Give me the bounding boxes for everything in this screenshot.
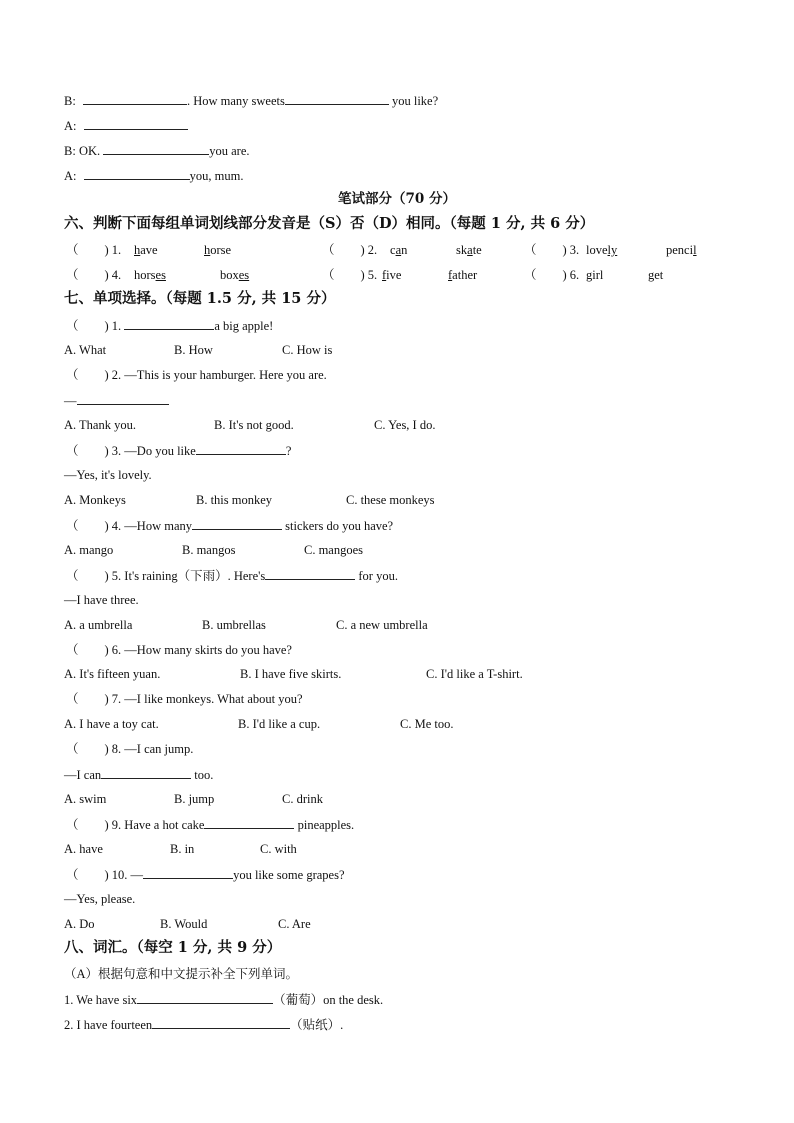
q7-options: [64, 716, 744, 732]
question-1: （ ) 1. a big apple!: [66, 319, 274, 333]
q3-reply: —Yes, it's lovely.: [64, 468, 152, 482]
word-have: have: [134, 243, 158, 257]
q6-options: [64, 666, 744, 682]
answer-blank[interactable]: [143, 866, 233, 879]
option-b[interactable]: B. I'd like a cup.: [238, 717, 321, 731]
answer-paren[interactable]: （ ) 1.: [66, 243, 122, 257]
answer-blank[interactable]: [137, 991, 273, 1004]
option-a[interactable]: A. have: [64, 842, 103, 856]
option-b[interactable]: B. jump: [174, 792, 215, 806]
q10-reply: —Yes, please.: [64, 892, 136, 906]
option-c[interactable]: C. Me too.: [400, 717, 454, 731]
answer-blank[interactable]: [124, 317, 214, 330]
answer-blank[interactable]: [84, 167, 190, 180]
option-a[interactable]: A. It's fifteen yuan.: [64, 667, 161, 681]
option-b[interactable]: B. I have five skirts.: [240, 667, 342, 681]
option-b[interactable]: B. Would: [160, 917, 208, 931]
word-horses: horses: [134, 268, 166, 282]
answer-blank[interactable]: [192, 517, 282, 530]
answer-paren[interactable]: （: [66, 569, 79, 583]
answer-blank[interactable]: [84, 117, 188, 130]
question-9: （ ) 9. Have a hot cake pineapples.: [66, 818, 355, 832]
option-b[interactable]: B. It's not good.: [214, 418, 294, 432]
answer-paren[interactable]: （: [66, 368, 79, 382]
answer-blank[interactable]: [103, 142, 209, 155]
answer-blank[interactable]: [265, 567, 355, 580]
option-b[interactable]: B. How: [174, 343, 213, 357]
option-a[interactable]: A. I have a toy cat.: [64, 717, 159, 731]
option-a[interactable]: A. What: [64, 343, 107, 357]
answer-paren[interactable]: （: [66, 818, 79, 832]
word-skate: skate: [456, 243, 482, 257]
answer-blank[interactable]: [204, 816, 294, 829]
option-a[interactable]: A. swim: [64, 792, 107, 806]
dialogue-line-2: A:: [64, 117, 188, 134]
option-c[interactable]: C. How is: [282, 343, 333, 357]
q1-options: [64, 342, 744, 358]
option-a[interactable]: A. Do: [64, 917, 95, 931]
q5-reply: —I have three.: [64, 593, 139, 607]
written-part-title: 笔试部分（70 分）: [338, 191, 456, 207]
option-a[interactable]: A. Monkeys: [64, 493, 126, 507]
option-a[interactable]: A. Thank you.: [64, 418, 136, 432]
answer-blank[interactable]: [101, 766, 191, 779]
answer-blank[interactable]: [77, 392, 169, 405]
option-c[interactable]: C. Are: [278, 917, 311, 931]
answer-paren[interactable]: （: [66, 742, 79, 756]
answer-paren[interactable]: （ ) 3.: [524, 243, 580, 257]
vocab-line-2: 2. I have fourteen （贴纸）.: [64, 1018, 344, 1032]
dialogue-line-1: B: . How many sweets you like?: [64, 94, 439, 108]
answer-paren[interactable]: （: [66, 868, 79, 882]
word-lovely: lovely: [586, 243, 618, 257]
question-5: （ ) 5. It's raining（下雨）. Here's for you.: [66, 569, 398, 583]
question-8: （ ) 8. —I can jump.: [66, 742, 194, 756]
q3-options: [64, 492, 744, 508]
option-b[interactable]: B. mangos: [182, 543, 236, 557]
answer-paren[interactable]: （ ) 6.: [524, 268, 580, 282]
word-five: five: [382, 268, 402, 282]
option-a[interactable]: A. mango: [64, 543, 114, 557]
q5-options: [64, 617, 744, 633]
sec6-row-2: [64, 267, 744, 283]
answer-paren[interactable]: （ ) 2.: [322, 243, 378, 257]
question-4: （ ) 4. —How many stickers do you have?: [66, 519, 394, 533]
answer-paren[interactable]: （: [66, 319, 79, 333]
word-get: get: [648, 268, 664, 282]
answer-blank[interactable]: [83, 92, 187, 105]
answer-paren[interactable]: （ ) 5.: [322, 268, 378, 282]
option-c[interactable]: C. drink: [282, 792, 323, 806]
vocab-line-1: 1. We have six （葡萄）on the desk.: [64, 993, 384, 1007]
answer-paren[interactable]: （: [66, 519, 79, 533]
answer-paren[interactable]: （: [66, 643, 79, 657]
option-c[interactable]: C. I'd like a T-shirt.: [426, 667, 523, 681]
option-c[interactable]: C. with: [260, 842, 297, 856]
question-2: （ ) 2. —This is your hamburger. Here you are.: [66, 368, 327, 382]
option-b[interactable]: B. this monkey: [196, 493, 273, 507]
q8-options: [64, 791, 744, 807]
question-7: （ ) 7. —I like monkeys. What about you?: [66, 692, 303, 706]
section-8-subheading: （A）根据句意和中文提示补全下列单词。: [64, 967, 299, 981]
option-b[interactable]: B. umbrellas: [202, 618, 266, 632]
answer-paren[interactable]: （: [66, 692, 79, 706]
option-c[interactable]: C. mangoes: [304, 543, 364, 557]
answer-paren[interactable]: （: [66, 444, 79, 458]
word-father: father: [448, 268, 478, 282]
word-can: can: [390, 243, 408, 257]
q2-reply: —: [64, 392, 169, 409]
section-8-heading: 八、词汇。（每空 1 分, 共 9 分）: [64, 939, 282, 956]
answer-blank[interactable]: [152, 1016, 290, 1029]
answer-blank[interactable]: [196, 442, 286, 455]
option-b[interactable]: B. in: [170, 842, 195, 856]
section-7-heading: 七、单项选择。（每题 1.5 分, 共 15 分）: [64, 290, 336, 307]
q8-reply: —I can too.: [64, 768, 214, 782]
question-3: （ ) 3. —Do you like ?: [66, 444, 292, 458]
word-pencil: pencil: [666, 243, 697, 257]
option-c[interactable]: C. Yes, I do.: [374, 418, 436, 432]
answer-blank[interactable]: [285, 92, 389, 105]
option-c[interactable]: C. these monkeys: [346, 493, 435, 507]
section-6-heading: 六、判断下面每组单词划线部分发音是（S）否（D）相同。（每题 1 分, 共 6 分）: [64, 215, 595, 232]
option-c[interactable]: C. a new umbrella: [336, 618, 428, 632]
q2-options: [64, 417, 744, 433]
q4-options: [64, 542, 744, 558]
word-girl: girl: [586, 268, 604, 282]
dialogue-line-4: A: you, mum.: [64, 169, 244, 183]
q9-options: [64, 841, 744, 857]
q10-options: [64, 916, 744, 932]
question-6: （ ) 6. —How many skirts do you have?: [66, 643, 292, 657]
word-horse: horse: [204, 243, 232, 257]
word-boxes: boxes: [220, 268, 250, 282]
question-10: （ ) 10. — you like some grapes?: [66, 868, 345, 882]
sec6-row-1: [64, 242, 744, 258]
dialogue-line-3: B: OK. you are.: [64, 144, 250, 158]
option-a[interactable]: A. a umbrella: [64, 618, 133, 632]
answer-paren[interactable]: （ ) 4.: [66, 268, 122, 282]
